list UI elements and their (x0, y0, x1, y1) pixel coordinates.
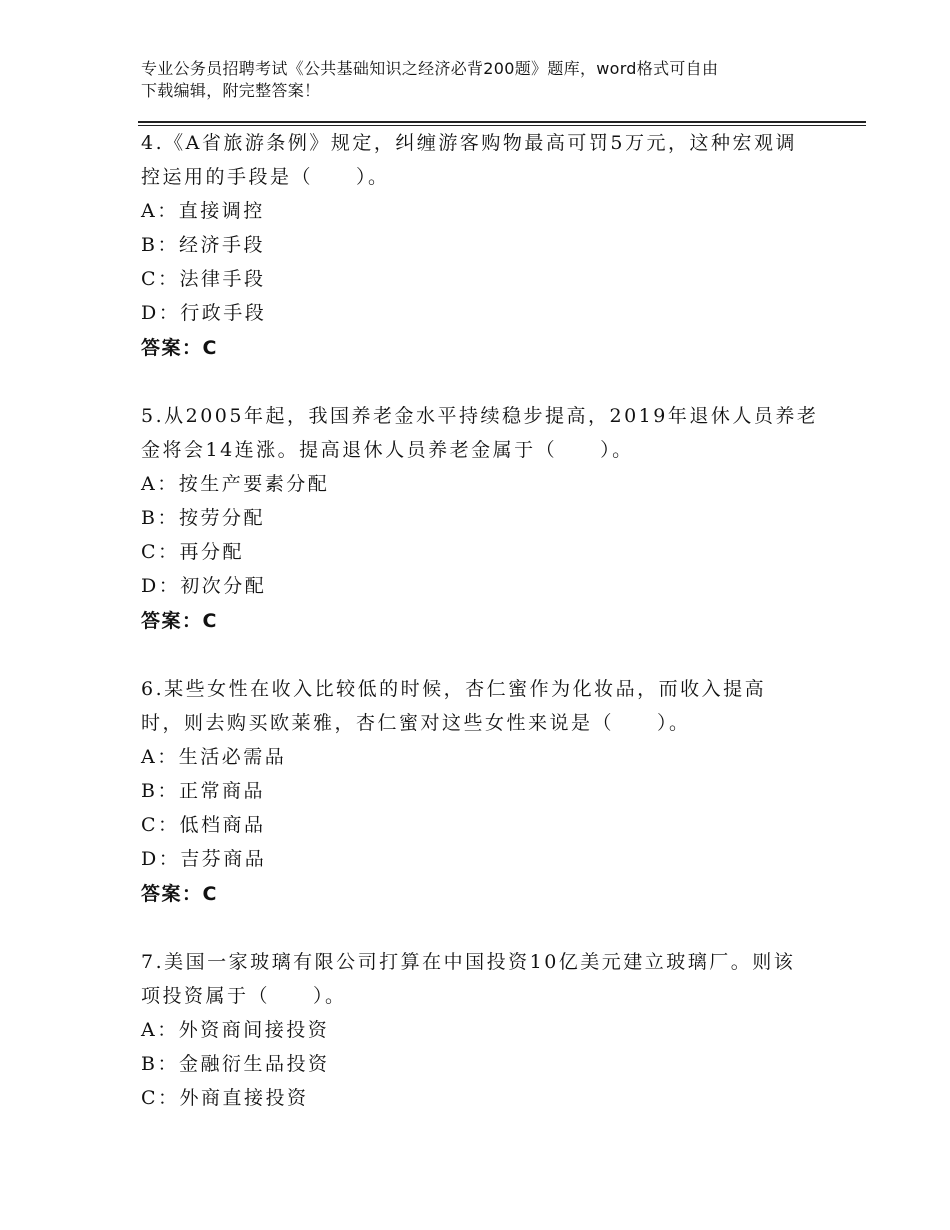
question-4-option-b: B：经济手段 (141, 234, 265, 256)
question-5-stem-line-2: 金将会14连涨。提高退休人员养老金属于（ ）。 (141, 439, 634, 461)
question-6-option-c: C：低档商品 (141, 814, 266, 836)
question-5-answer: 答案：C (141, 610, 218, 632)
question-5-option-d: D：初次分配 (141, 575, 267, 597)
header-line-1: 专业公务员招聘考试《公共基础知识之经济必背200题》题库，word格式可自由 (141, 59, 719, 78)
question-7-option-c: C：外商直接投资 (141, 1087, 309, 1109)
header-divider-thick (138, 121, 866, 123)
question-4-option-a: A：直接调控 (141, 200, 265, 222)
question-6-stem-line-2: 时，则去购买欧莱雅，杏仁蜜对这些女性来说是（ ）。 (141, 712, 691, 734)
question-4-option-c: C：法律手段 (141, 268, 266, 290)
question-5-option-c: C：再分配 (141, 541, 245, 563)
question-7-option-b: B：金融衍生品投资 (141, 1053, 330, 1075)
question-6-option-b: B：正常商品 (141, 780, 265, 802)
document-header (141, 58, 821, 102)
question-4-answer: 答案：C (141, 337, 218, 359)
question-7-option-a: A：外资商间接投资 (141, 1019, 330, 1041)
question-5-option-a: A：按生产要素分配 (141, 473, 330, 495)
header-line-2: 下载编辑，附完整答案！ (141, 81, 321, 100)
question-5-option-b: B：按劳分配 (141, 507, 265, 529)
question-5-stem-line-1: 5.从2005年起，我国养老金水平持续稳步提高，2019年退休人员养老 (141, 405, 819, 427)
question-6-answer: 答案：C (141, 883, 218, 905)
question-4-option-d: D：行政手段 (141, 302, 267, 324)
question-6-option-a: A：生活必需品 (141, 746, 287, 768)
question-6-option-d: D：吉芬商品 (141, 848, 267, 870)
question-6-stem-line-1: 6.某些女性在收入比较低的时候，杏仁蜜作为化妆品，而收入提高 (141, 678, 767, 700)
question-7-stem-line-2: 项投资属于（ ）。 (141, 985, 347, 1007)
question-7-stem-line-1: 7.美国一家玻璃有限公司打算在中国投资10亿美元建立玻璃厂。则该 (141, 951, 796, 973)
question-4-stem-line-1: 4.《A省旅游条例》规定，纠缠游客购物最高可罚5万元，这种宏观调 (141, 132, 797, 154)
question-4-stem-line-2: 控运用的手段是（ ）。 (141, 166, 390, 188)
